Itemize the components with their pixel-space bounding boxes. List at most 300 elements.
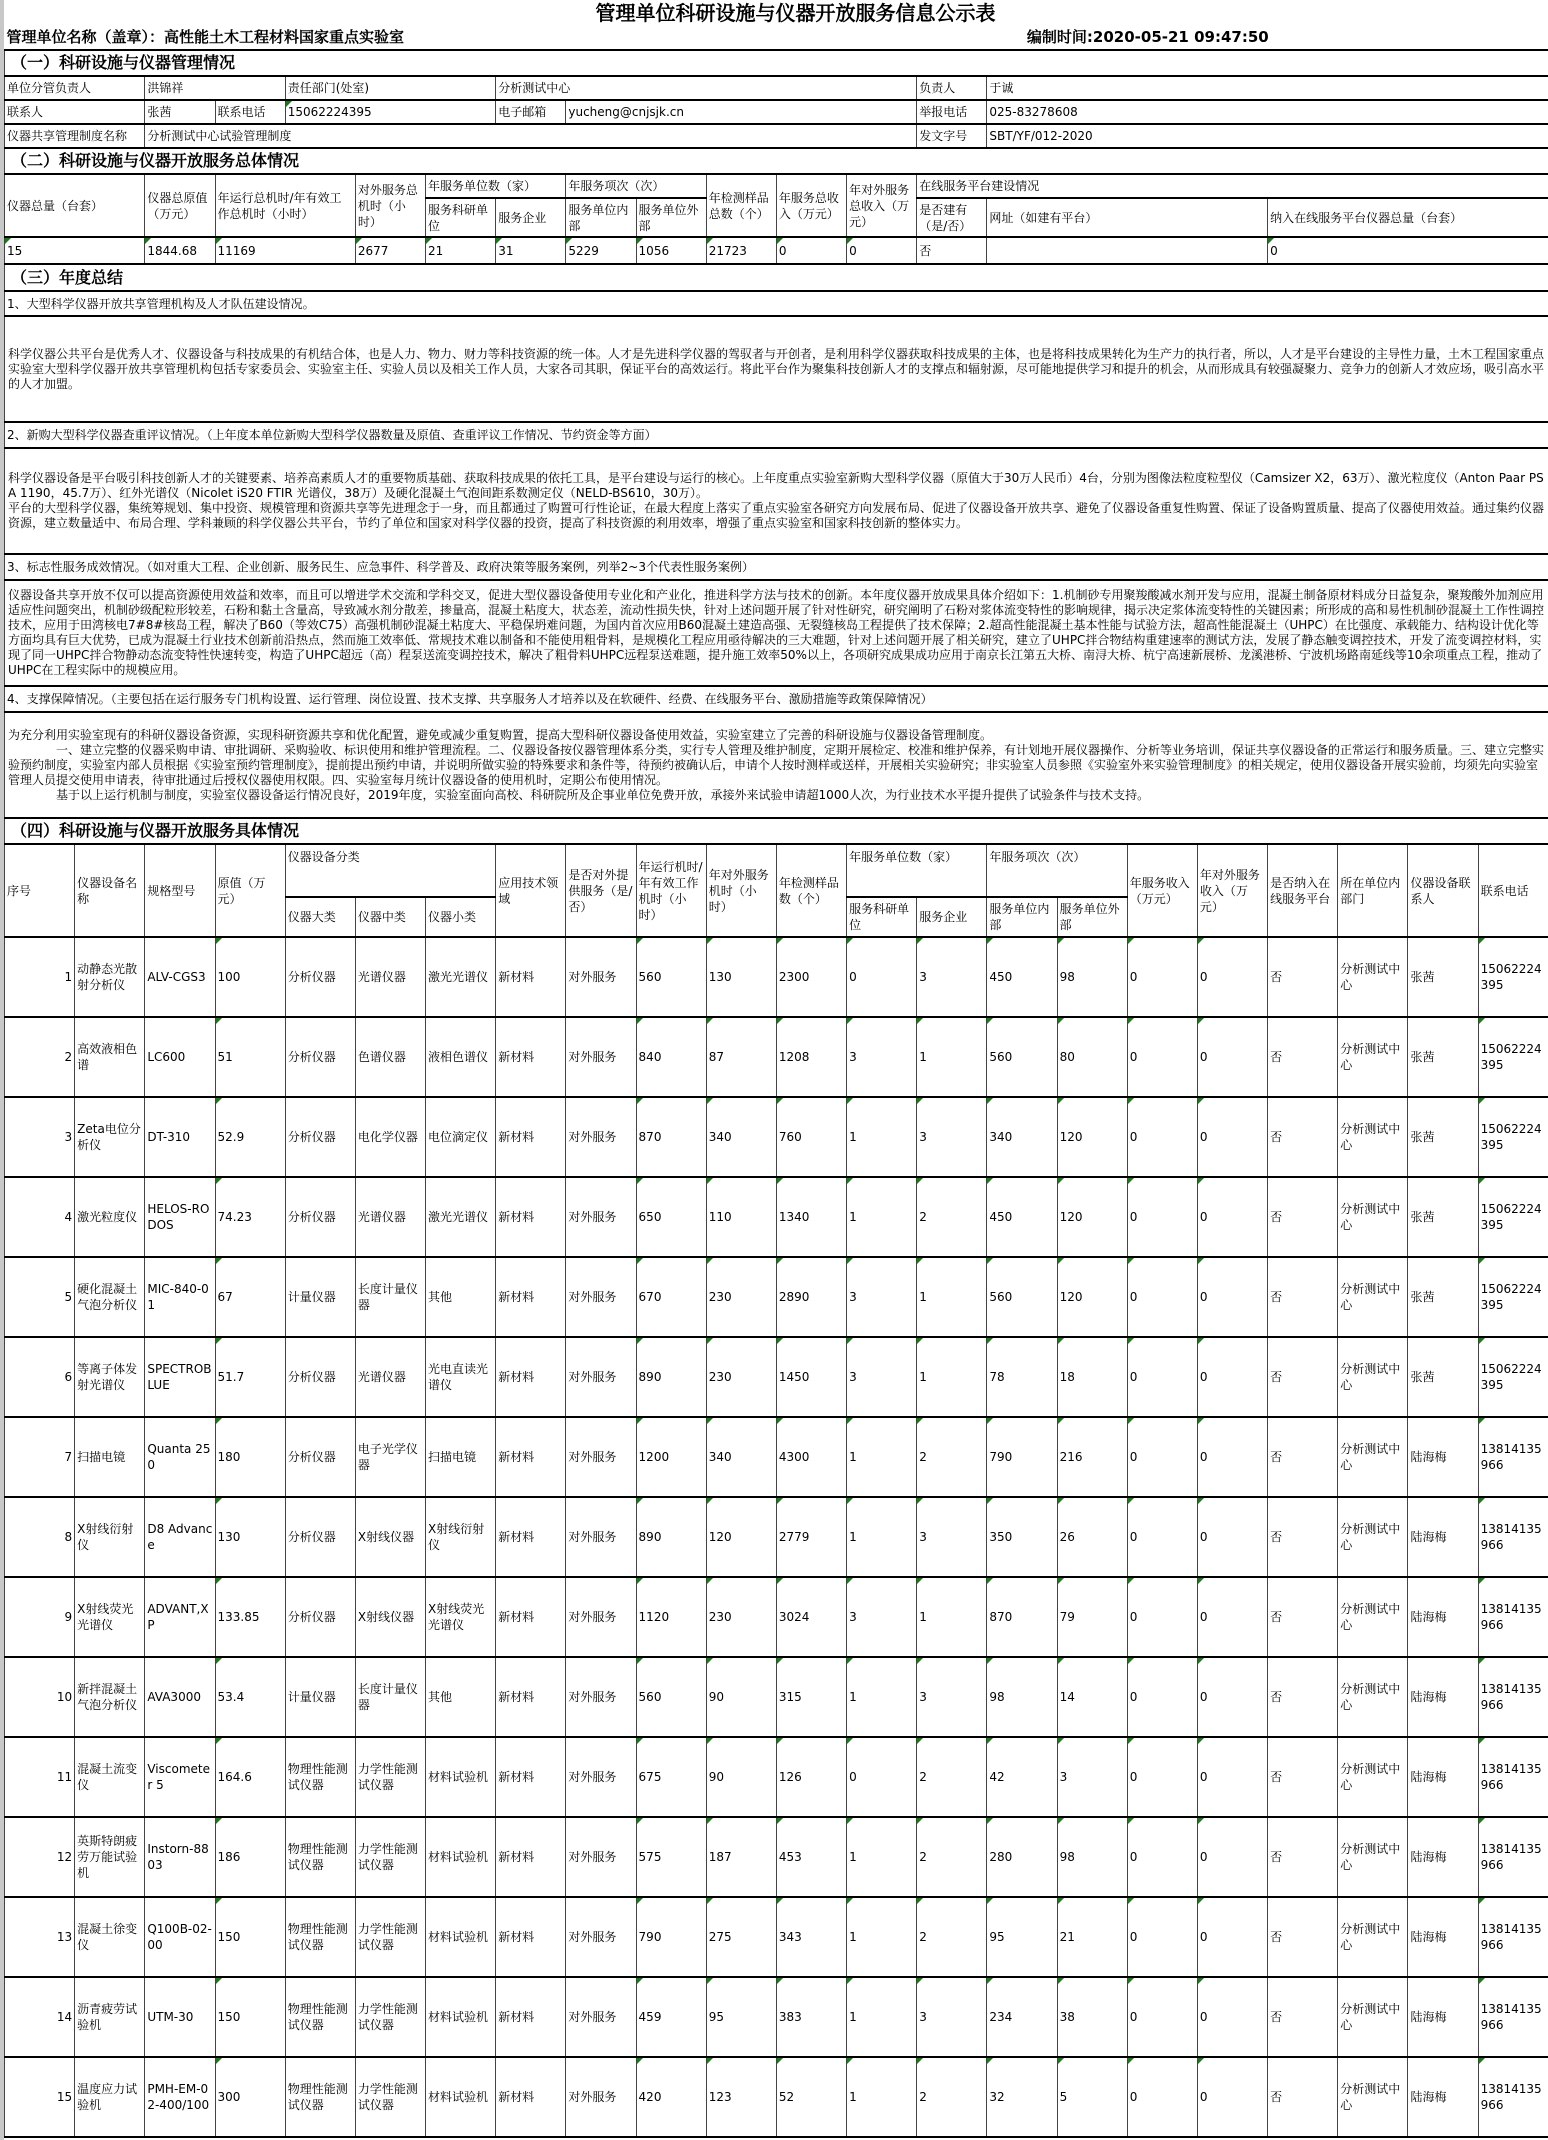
platform-url-cell[interactable] <box>987 237 1268 264</box>
cell-cat-mid[interactable]: 光谱仪器 <box>355 1337 425 1417</box>
cell-cat-major[interactable]: 分析仪器 <box>285 1417 355 1497</box>
cell-units-research[interactable]: 1 <box>847 1497 917 1577</box>
cell-units-enterprise[interactable]: 3 <box>917 937 987 1017</box>
cell-name[interactable]: 扫描电镜 <box>75 1417 145 1497</box>
cell-income[interactable]: 0 <box>1127 937 1197 1017</box>
cell-items-external[interactable]: 120 <box>1057 1257 1127 1337</box>
cell-online[interactable]: 否 <box>1268 1177 1338 1257</box>
cell-ext-income[interactable]: 0 <box>1197 937 1267 1017</box>
cell-samples[interactable]: 2779 <box>776 1497 846 1577</box>
cell-field[interactable]: 新材料 <box>496 1417 566 1497</box>
cell-ext-income[interactable]: 0 <box>1197 1657 1267 1737</box>
cell-external[interactable]: 对外服务 <box>566 1897 636 1977</box>
cell-value[interactable]: 67 <box>215 1257 285 1337</box>
cell-run-hours[interactable]: 675 <box>636 1737 706 1817</box>
cell-cat-mid[interactable]: X射线仪器 <box>355 1497 425 1577</box>
cell-units-enterprise[interactable]: 1 <box>917 1257 987 1337</box>
cell-run-hours[interactable]: 670 <box>636 1257 706 1337</box>
cell-ext-hours[interactable]: 95 <box>706 1977 776 2057</box>
cell-external[interactable]: 对外服务 <box>566 1017 636 1097</box>
cell-value[interactable]: 130 <box>215 1497 285 1577</box>
cell-cat-minor[interactable]: 电位滴定仪 <box>426 1097 496 1177</box>
cell-income[interactable]: 0 <box>1127 1017 1197 1097</box>
cell-name[interactable]: 沥青疲劳试验机 <box>75 1977 145 2057</box>
cell-samples[interactable]: 315 <box>776 1657 846 1737</box>
cell-field[interactable]: 新材料 <box>496 937 566 1017</box>
cell-ext-income[interactable]: 0 <box>1197 1977 1267 2057</box>
cell-dept[interactable]: 分析测试中心 <box>1338 1977 1408 2057</box>
cell-cat-mid[interactable]: 长度计量仪器 <box>355 1257 425 1337</box>
policy-cell[interactable]: 分析测试中心试验管理制度 <box>145 124 917 148</box>
cell-model[interactable]: ADVANT,XP <box>145 1577 215 1657</box>
cell-value[interactable]: 51 <box>215 1017 285 1097</box>
cell-cat-major[interactable]: 分析仪器 <box>285 1017 355 1097</box>
cell-ext-hours[interactable]: 90 <box>706 1657 776 1737</box>
cell-phone[interactable]: 13814135966 <box>1478 1897 1548 1977</box>
cell-samples[interactable]: 1450 <box>776 1337 846 1417</box>
cell-dept[interactable]: 分析测试中心 <box>1338 1257 1408 1337</box>
cell-run-hours[interactable]: 560 <box>636 1657 706 1737</box>
cell-model[interactable]: SPECTROBLUE <box>145 1337 215 1417</box>
cell-value[interactable]: 180 <box>215 1417 285 1497</box>
cell-name[interactable]: 高效液相色谱 <box>75 1017 145 1097</box>
cell-ext-income[interactable]: 0 <box>1197 2057 1267 2137</box>
cell-contact[interactable]: 陆海梅 <box>1408 1897 1478 1977</box>
cell-contact[interactable]: 张茜 <box>1408 1017 1478 1097</box>
cell-run-hours[interactable]: 575 <box>636 1817 706 1897</box>
report-phone-cell[interactable]: 025-83278608 <box>987 100 1548 124</box>
cell-units-research[interactable]: 1 <box>847 1417 917 1497</box>
cell-units-research[interactable]: 1 <box>847 2057 917 2137</box>
cell-no[interactable]: 11 <box>5 1737 75 1817</box>
cell-run-hours[interactable]: 650 <box>636 1177 706 1257</box>
cell-no[interactable]: 1 <box>5 937 75 1017</box>
cell-items-internal[interactable]: 98 <box>987 1657 1057 1737</box>
cell-items-internal[interactable]: 280 <box>987 1817 1057 1897</box>
cell-value[interactable]: 51.7 <box>215 1337 285 1417</box>
cell-run-hours[interactable]: 870 <box>636 1097 706 1177</box>
cell-dept[interactable]: 分析测试中心 <box>1338 1097 1408 1177</box>
cell-cat-major[interactable]: 分析仪器 <box>285 1577 355 1657</box>
cell-phone[interactable]: 15062224395 <box>1478 1097 1548 1177</box>
cell-name[interactable]: 新拌混凝土气泡分析仪 <box>75 1657 145 1737</box>
cell-field[interactable]: 新材料 <box>496 1017 566 1097</box>
cell-phone[interactable]: 13814135966 <box>1478 1817 1548 1897</box>
cell-contact[interactable]: 张茜 <box>1408 1257 1478 1337</box>
cell-cat-mid[interactable]: 力学性能测试仪器 <box>355 1737 425 1817</box>
cell-cat-minor[interactable]: 扫描电镜 <box>426 1417 496 1497</box>
cell-no[interactable]: 3 <box>5 1097 75 1177</box>
cell-cat-major[interactable]: 分析仪器 <box>285 1097 355 1177</box>
email-cell[interactable]: yucheng@cnjsjk.cn <box>566 100 917 124</box>
cell-ext-income[interactable]: 0 <box>1197 1577 1267 1657</box>
cell-cat-mid[interactable]: 光谱仪器 <box>355 1177 425 1257</box>
cell-items-internal[interactable]: 95 <box>987 1897 1057 1977</box>
cell-contact[interactable]: 张茜 <box>1408 937 1478 1017</box>
ext-hours-cell[interactable]: 2677 <box>355 237 425 264</box>
cell-cat-mid[interactable]: 力学性能测试仪器 <box>355 1977 425 2057</box>
cell-items-external[interactable]: 5 <box>1057 2057 1127 2137</box>
cell-external[interactable]: 对外服务 <box>566 1657 636 1737</box>
cell-ext-hours[interactable]: 230 <box>706 1337 776 1417</box>
cell-samples[interactable]: 2300 <box>776 937 846 1017</box>
cell-dept[interactable]: 分析测试中心 <box>1338 1737 1408 1817</box>
cell-run-hours[interactable]: 840 <box>636 1017 706 1097</box>
cell-cat-major[interactable]: 物理性能测试仪器 <box>285 2057 355 2137</box>
cell-items-external[interactable]: 120 <box>1057 1097 1127 1177</box>
cell-income[interactable]: 0 <box>1127 1817 1197 1897</box>
items-external-cell[interactable]: 1056 <box>636 237 706 264</box>
platform-count-cell[interactable]: 0 <box>1268 237 1548 264</box>
cell-items-external[interactable]: 80 <box>1057 1017 1127 1097</box>
cell-field[interactable]: 新材料 <box>496 1497 566 1577</box>
cell-run-hours[interactable]: 1200 <box>636 1417 706 1497</box>
cell-units-research[interactable]: 3 <box>847 1577 917 1657</box>
cell-cat-major[interactable]: 计量仪器 <box>285 1257 355 1337</box>
cell-name[interactable]: 混凝土徐变仪 <box>75 1897 145 1977</box>
cell-model[interactable]: LC600 <box>145 1017 215 1097</box>
cell-model[interactable]: DT-310 <box>145 1097 215 1177</box>
cell-value[interactable]: 53.4 <box>215 1657 285 1737</box>
cell-dept[interactable]: 分析测试中心 <box>1338 1337 1408 1417</box>
cell-name[interactable]: 英斯特朗疲劳万能试验机 <box>75 1817 145 1897</box>
cell-income[interactable]: 0 <box>1127 1497 1197 1577</box>
cell-name[interactable]: X射线荧光光谱仪 <box>75 1577 145 1657</box>
cell-samples[interactable]: 4300 <box>776 1417 846 1497</box>
cell-units-enterprise[interactable]: 2 <box>917 1897 987 1977</box>
cell-samples[interactable]: 3024 <box>776 1577 846 1657</box>
run-hours-cell[interactable]: 11169 <box>215 237 355 264</box>
cell-phone[interactable]: 15062224395 <box>1478 937 1548 1017</box>
cell-external[interactable]: 对外服务 <box>566 2057 636 2137</box>
dept-cell[interactable]: 分析测试中心 <box>496 76 917 100</box>
cell-cat-mid[interactable]: X射线仪器 <box>355 1577 425 1657</box>
cell-cat-major[interactable]: 计量仪器 <box>285 1657 355 1737</box>
cell-online[interactable]: 否 <box>1268 1417 1338 1497</box>
cell-phone[interactable]: 13814135966 <box>1478 1657 1548 1737</box>
cell-ext-income[interactable]: 0 <box>1197 1097 1267 1177</box>
cell-income[interactable]: 0 <box>1127 1977 1197 2057</box>
cell-cat-mid[interactable]: 电化学仪器 <box>355 1097 425 1177</box>
cell-external[interactable]: 对外服务 <box>566 1977 636 2057</box>
cell-cat-major[interactable]: 分析仪器 <box>285 1177 355 1257</box>
cell-no[interactable]: 7 <box>5 1417 75 1497</box>
cell-online[interactable]: 否 <box>1268 1497 1338 1577</box>
cell-cat-major[interactable]: 物理性能测试仪器 <box>285 1737 355 1817</box>
cell-units-enterprise[interactable]: 2 <box>917 1737 987 1817</box>
cell-items-external[interactable]: 18 <box>1057 1337 1127 1417</box>
cell-value[interactable]: 52.9 <box>215 1097 285 1177</box>
cell-value[interactable]: 150 <box>215 1897 285 1977</box>
cell-model[interactable]: Quanta 250 <box>145 1417 215 1497</box>
cell-income[interactable]: 0 <box>1127 1737 1197 1817</box>
cell-cat-major[interactable]: 分析仪器 <box>285 937 355 1017</box>
cell-contact[interactable]: 陆海梅 <box>1408 1657 1478 1737</box>
cell-no[interactable]: 15 <box>5 2057 75 2137</box>
cell-model[interactable]: Q100B-02-00 <box>145 1897 215 1977</box>
cell-units-enterprise[interactable]: 2 <box>917 1177 987 1257</box>
cell-phone[interactable]: 13814135966 <box>1478 1497 1548 1577</box>
cell-phone[interactable]: 15062224395 <box>1478 1257 1548 1337</box>
cell-items-external[interactable]: 120 <box>1057 1177 1127 1257</box>
cell-samples[interactable]: 760 <box>776 1097 846 1177</box>
cell-income[interactable]: 0 <box>1127 1897 1197 1977</box>
cell-ext-hours[interactable]: 87 <box>706 1017 776 1097</box>
cell-external[interactable]: 对外服务 <box>566 1417 636 1497</box>
cell-items-external[interactable]: 216 <box>1057 1417 1127 1497</box>
cell-dept[interactable]: 分析测试中心 <box>1338 1497 1408 1577</box>
cell-cat-mid[interactable]: 色谱仪器 <box>355 1017 425 1097</box>
cell-ext-hours[interactable]: 340 <box>706 1097 776 1177</box>
cell-no[interactable]: 5 <box>5 1257 75 1337</box>
cell-phone[interactable]: 13814135966 <box>1478 1417 1548 1497</box>
cell-online[interactable]: 否 <box>1268 1337 1338 1417</box>
samples-cell[interactable]: 21723 <box>706 237 776 264</box>
cell-items-internal[interactable]: 32 <box>987 2057 1057 2137</box>
cell-ext-hours[interactable]: 340 <box>706 1417 776 1497</box>
cell-field[interactable]: 新材料 <box>496 1257 566 1337</box>
cell-items-external[interactable]: 21 <box>1057 1897 1127 1977</box>
contact-cell[interactable]: 张茜 <box>145 100 215 124</box>
cell-external[interactable]: 对外服务 <box>566 1337 636 1417</box>
phone-cell[interactable]: 15062224395 <box>285 100 496 124</box>
cell-contact[interactable]: 陆海梅 <box>1408 1737 1478 1817</box>
cell-cat-mid[interactable]: 电子光学仪器 <box>355 1417 425 1497</box>
cell-online[interactable]: 否 <box>1268 1577 1338 1657</box>
cell-units-enterprise[interactable]: 2 <box>917 2057 987 2137</box>
cell-cat-mid[interactable]: 力学性能测试仪器 <box>355 1817 425 1897</box>
cell-name[interactable]: 动静态光散射分析仪 <box>75 937 145 1017</box>
cell-cat-major[interactable]: 分析仪器 <box>285 1497 355 1577</box>
cell-field[interactable]: 新材料 <box>496 1177 566 1257</box>
total-value-cell[interactable]: 1844.68 <box>145 237 215 264</box>
cell-model[interactable]: AVA3000 <box>145 1657 215 1737</box>
cell-units-research[interactable]: 3 <box>847 1337 917 1417</box>
cell-items-internal[interactable]: 450 <box>987 937 1057 1017</box>
doc-no-cell[interactable]: SBT/YF/012-2020 <box>987 124 1548 148</box>
cell-name[interactable]: 混凝土流变仪 <box>75 1737 145 1817</box>
ext-income-cell[interactable]: 0 <box>847 237 917 264</box>
cell-contact[interactable]: 陆海梅 <box>1408 1417 1478 1497</box>
cell-units-research[interactable]: 1 <box>847 1977 917 2057</box>
cell-items-internal[interactable]: 350 <box>987 1497 1057 1577</box>
cell-ext-income[interactable]: 0 <box>1197 1257 1267 1337</box>
cell-units-research[interactable]: 0 <box>847 1737 917 1817</box>
cell-run-hours[interactable]: 459 <box>636 1977 706 2057</box>
cell-model[interactable]: HELOS-RODOS <box>145 1177 215 1257</box>
cell-cat-mid[interactable]: 力学性能测试仪器 <box>355 1897 425 1977</box>
cell-samples[interactable]: 2890 <box>776 1257 846 1337</box>
cell-model[interactable]: D8 Advance <box>145 1497 215 1577</box>
cell-phone[interactable]: 15062224395 <box>1478 1177 1548 1257</box>
cell-cat-minor[interactable]: 材料试验机 <box>426 1977 496 2057</box>
income-cell[interactable]: 0 <box>776 237 846 264</box>
cell-units-research[interactable]: 1 <box>847 1897 917 1977</box>
cell-samples[interactable]: 383 <box>776 1977 846 2057</box>
cell-external[interactable]: 对外服务 <box>566 1737 636 1817</box>
cell-units-enterprise[interactable]: 2 <box>917 1817 987 1897</box>
cell-phone[interactable]: 13814135966 <box>1478 2057 1548 2137</box>
cell-phone[interactable]: 15062224395 <box>1478 1017 1548 1097</box>
cell-units-enterprise[interactable]: 3 <box>917 1657 987 1737</box>
cell-ext-hours[interactable]: 123 <box>706 2057 776 2137</box>
cell-contact[interactable]: 陆海梅 <box>1408 1817 1478 1897</box>
items-internal-cell[interactable]: 5229 <box>566 237 636 264</box>
cell-items-internal[interactable]: 450 <box>987 1177 1057 1257</box>
cell-cat-minor[interactable]: 其他 <box>426 1257 496 1337</box>
cell-run-hours[interactable]: 420 <box>636 2057 706 2137</box>
cell-ext-income[interactable]: 0 <box>1197 1817 1267 1897</box>
cell-online[interactable]: 否 <box>1268 1097 1338 1177</box>
cell-external[interactable]: 对外服务 <box>566 1257 636 1337</box>
cell-field[interactable]: 新材料 <box>496 1737 566 1817</box>
cell-name[interactable]: Zeta电位分析仪 <box>75 1097 145 1177</box>
cell-cat-mid[interactable]: 力学性能测试仪器 <box>355 2057 425 2137</box>
cell-cat-minor[interactable]: 其他 <box>426 1657 496 1737</box>
cell-value[interactable]: 74.23 <box>215 1177 285 1257</box>
cell-contact[interactable]: 张茜 <box>1408 1337 1478 1417</box>
cell-ext-income[interactable]: 0 <box>1197 1337 1267 1417</box>
cell-income[interactable]: 0 <box>1127 1097 1197 1177</box>
cell-units-research[interactable]: 3 <box>847 1017 917 1097</box>
cell-model[interactable]: Viscometer 5 <box>145 1737 215 1817</box>
cell-units-research[interactable]: 3 <box>847 1257 917 1337</box>
cell-ext-hours[interactable]: 120 <box>706 1497 776 1577</box>
cell-units-research[interactable]: 1 <box>847 1657 917 1737</box>
cell-dept[interactable]: 分析测试中心 <box>1338 1657 1408 1737</box>
item3-text[interactable]: 仪器设备共享开放不仅可以提高资源使用效益和效率，而且可以增进学术交流和学科交叉，促进大型仪器设备使用专业化和产业化，推进科学方法与技术的创新。本年度仪器开放成果具体介绍如下：1.机制砂专用聚羧酸减水剂开发与应用，混凝土制备原材料成分日益复杂，聚羧酸外加剂应用适应性问题突出，机制砂级配粒形较差，石粉和黏土含量高，导致减水剂分散差，掺量高，混凝土粘度大，状态差，流动性损失快，针对上述问题开展了针对性研究，研究阐明了石粉对浆体流变特性的影响规律，揭示决定浆体流变特性的关键因素；所形成的高和易性机制砂混凝土工作性调控技术，应用于田湾核电7#8#核岛工程，解决了B60（等效C75）高强机制砂混凝土粘度大、平稳保坍难问题，为国内首次应用B60混凝土建造高强、无裂缝核岛工程提供了技术保障；2.超高性能混凝土基本性能与试验方法，超高性能混凝土（UHPC）在比强度、承载能力、结构设计优化等方面均具有巨大优势，已成为混凝土行业技术创新前沿热点，然而施工效率低、常规技术难以制备和不能使用粗骨料，是规模化工程应用亟待解决的三大难题，针对上述问题开展了相关研究，建立了UHPC拌合物结构重建速率的测试方法，发展了静态触变调控技术，开发了流变调控材料，实现了同一UHPC拌合物静动态流变特性快速转变，构造了UHPC超远（高）程泵送流变调控技术，解决了粗骨料UHPC远程泵送难题，提升施工效率50%以上，各项研究成果成功应用于南京长江第五大桥、南浔大桥、杭宁高速新展桥、龙溪港桥、宁波机场路南延线等10余项重点工程，推动了UHPC在工程实际中的规模应用。 <box>5 580 1548 686</box>
cell-dept[interactable]: 分析测试中心 <box>1338 1017 1408 1097</box>
cell-units-enterprise[interactable]: 1 <box>917 1017 987 1097</box>
cell-no[interactable]: 2 <box>5 1017 75 1097</box>
cell-units-enterprise[interactable]: 3 <box>917 1097 987 1177</box>
cell-ext-hours[interactable]: 230 <box>706 1577 776 1657</box>
cell-model[interactable]: UTM-30 <box>145 1977 215 2057</box>
cell-ext-income[interactable]: 0 <box>1197 1177 1267 1257</box>
cell-cat-minor[interactable]: 液相色谱仪 <box>426 1017 496 1097</box>
cell-name[interactable]: 温度应力试验机 <box>75 2057 145 2137</box>
cell-model[interactable]: Instorn-8803 <box>145 1817 215 1897</box>
cell-contact[interactable]: 陆海梅 <box>1408 1577 1478 1657</box>
cell-dept[interactable]: 分析测试中心 <box>1338 1817 1408 1897</box>
cell-field[interactable]: 新材料 <box>496 1817 566 1897</box>
cell-cat-major[interactable]: 物理性能测试仪器 <box>285 1977 355 2057</box>
cell-external[interactable]: 对外服务 <box>566 1577 636 1657</box>
cell-samples[interactable]: 52 <box>776 2057 846 2137</box>
cell-cat-minor[interactable]: 光电直读光谱仪 <box>426 1337 496 1417</box>
cell-field[interactable]: 新材料 <box>496 1897 566 1977</box>
cell-income[interactable]: 0 <box>1127 1177 1197 1257</box>
cell-items-internal[interactable]: 340 <box>987 1097 1057 1177</box>
cell-external[interactable]: 对外服务 <box>566 1177 636 1257</box>
cell-phone[interactable]: 13814135966 <box>1478 1737 1548 1817</box>
cell-phone[interactable]: 13814135966 <box>1478 1977 1548 2057</box>
cell-units-enterprise[interactable]: 3 <box>917 1497 987 1577</box>
cell-online[interactable]: 否 <box>1268 1977 1338 2057</box>
cell-cat-mid[interactable]: 长度计量仪器 <box>355 1657 425 1737</box>
cell-cat-minor[interactable]: 激光光谱仪 <box>426 1177 496 1257</box>
cell-income[interactable]: 0 <box>1127 2057 1197 2137</box>
cell-no[interactable]: 14 <box>5 1977 75 2057</box>
cell-items-external[interactable]: 3 <box>1057 1737 1127 1817</box>
cell-ext-hours[interactable]: 187 <box>706 1817 776 1897</box>
cell-ext-hours[interactable]: 130 <box>706 937 776 1017</box>
cell-online[interactable]: 否 <box>1268 937 1338 1017</box>
cell-no[interactable]: 9 <box>5 1577 75 1657</box>
cell-samples[interactable]: 1340 <box>776 1177 846 1257</box>
cell-value[interactable]: 300 <box>215 2057 285 2137</box>
cell-items-external[interactable]: 98 <box>1057 937 1127 1017</box>
cell-income[interactable]: 0 <box>1127 1337 1197 1417</box>
cell-items-internal[interactable]: 790 <box>987 1417 1057 1497</box>
cell-cat-minor[interactable]: 激光光谱仪 <box>426 937 496 1017</box>
cell-items-internal[interactable]: 560 <box>987 1257 1057 1337</box>
cell-items-internal[interactable]: 234 <box>987 1977 1057 2057</box>
cell-items-external[interactable]: 14 <box>1057 1657 1127 1737</box>
cell-value[interactable]: 164.6 <box>215 1737 285 1817</box>
cell-online[interactable]: 否 <box>1268 1737 1338 1817</box>
cell-units-enterprise[interactable]: 2 <box>917 1417 987 1497</box>
head-cell[interactable]: 于诚 <box>987 76 1548 100</box>
cell-cat-minor[interactable]: 材料试验机 <box>426 1897 496 1977</box>
cell-external[interactable]: 对外服务 <box>566 1817 636 1897</box>
cell-income[interactable]: 0 <box>1127 1257 1197 1337</box>
cell-income[interactable]: 0 <box>1127 1577 1197 1657</box>
cell-no[interactable]: 12 <box>5 1817 75 1897</box>
cell-model[interactable]: PMH-EM-02-400/100 <box>145 2057 215 2137</box>
cell-ext-hours[interactable]: 110 <box>706 1177 776 1257</box>
cell-cat-mid[interactable]: 光谱仪器 <box>355 937 425 1017</box>
cell-units-enterprise[interactable]: 1 <box>917 1577 987 1657</box>
cell-contact[interactable]: 陆海梅 <box>1408 1977 1478 2057</box>
cell-field[interactable]: 新材料 <box>496 1977 566 2057</box>
cell-dept[interactable]: 分析测试中心 <box>1338 1577 1408 1657</box>
cell-dept[interactable]: 分析测试中心 <box>1338 1417 1408 1497</box>
cell-online[interactable]: 否 <box>1268 1817 1338 1897</box>
cell-phone[interactable]: 13814135966 <box>1478 1577 1548 1657</box>
cell-items-internal[interactable]: 560 <box>987 1017 1057 1097</box>
cell-value[interactable]: 100 <box>215 937 285 1017</box>
cell-ext-hours[interactable]: 90 <box>706 1737 776 1817</box>
cell-items-internal[interactable]: 78 <box>987 1337 1057 1417</box>
item4-text[interactable] <box>5 712 1548 818</box>
cell-external[interactable]: 对外服务 <box>566 937 636 1017</box>
cell-external[interactable]: 对外服务 <box>566 1497 636 1577</box>
cell-income[interactable]: 0 <box>1127 1657 1197 1737</box>
cell-cat-major[interactable]: 分析仪器 <box>285 1337 355 1417</box>
cell-dept[interactable]: 分析测试中心 <box>1338 937 1408 1017</box>
cell-cat-minor[interactable]: X射线衍射仪 <box>426 1497 496 1577</box>
item1-text[interactable]: 科学仪器公共平台是优秀人才、仪器设备与科技成果的有机结合体，也是人力、物力、财力等科技资源的统一体。人才是先进科学仪器的驾驭者与开创者，是利用科学仪器获取科技成果的主体，也是将科技成果转化为生产力的执行者，所以，人才是平台建设的主导性力量，土木工程国家重点实验室大型科学仪器开放共享管理机构包括专家委员会、实验室主任、实验人员以及相关工作人员，大家各司其职，保证平台的高效运行。将此平台作为聚集科技创新人才的支撑点和辐射源，尽可能地提供学习和提升的机会，从而形成具有较强凝聚力、竞争力的创新人才效应场，吸引高水平的人才加盟。 <box>5 316 1548 422</box>
cell-units-enterprise[interactable]: 1 <box>917 1337 987 1417</box>
cell-online[interactable]: 否 <box>1268 1897 1338 1977</box>
cell-items-external[interactable]: 26 <box>1057 1497 1127 1577</box>
cell-cat-major[interactable]: 物理性能测试仪器 <box>285 1897 355 1977</box>
cell-ext-income[interactable]: 0 <box>1197 1897 1267 1977</box>
cell-run-hours[interactable]: 890 <box>636 1337 706 1417</box>
cell-cat-minor[interactable]: 材料试验机 <box>426 1737 496 1817</box>
cell-model[interactable]: ALV-CGS3 <box>145 937 215 1017</box>
platform-built-cell[interactable]: 否 <box>917 237 987 264</box>
cell-contact[interactable]: 陆海梅 <box>1408 1497 1478 1577</box>
cell-samples[interactable]: 1208 <box>776 1017 846 1097</box>
cell-items-internal[interactable]: 870 <box>987 1577 1057 1657</box>
cell-online[interactable]: 否 <box>1268 1017 1338 1097</box>
cell-online[interactable]: 否 <box>1268 2057 1338 2137</box>
cell-field[interactable]: 新材料 <box>496 1577 566 1657</box>
cell-name[interactable]: X射线衍射仪 <box>75 1497 145 1577</box>
cell-name[interactable]: 硬化混凝土气泡分析仪 <box>75 1257 145 1337</box>
